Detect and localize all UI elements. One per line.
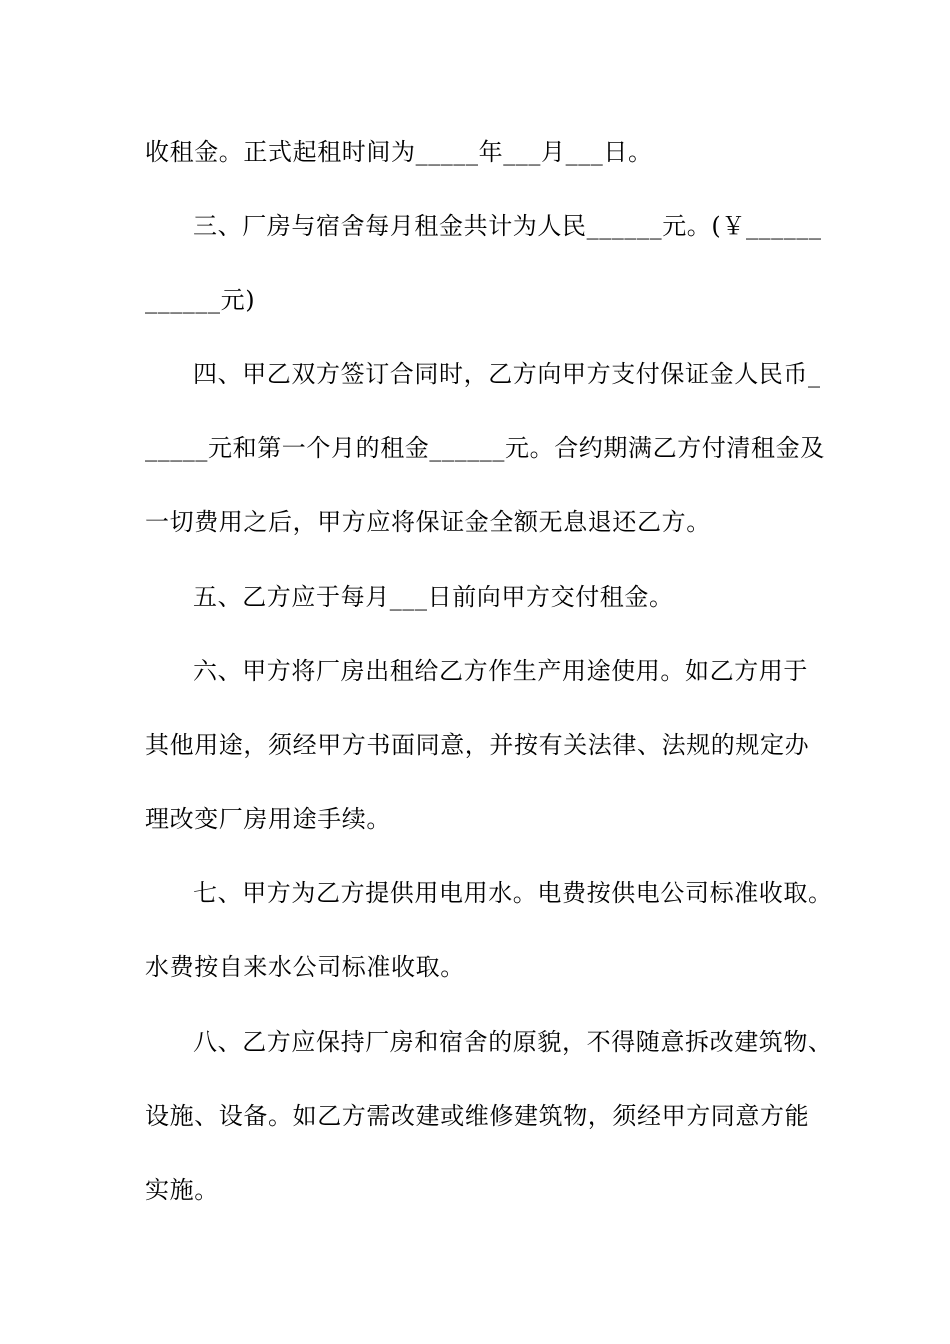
text-line: 理改变厂房用途手续。 [145,805,391,833]
text-line: 三、厂房与宿舍每月租金共计为人民______元。(￥______ [193,212,822,240]
text-line: 其他用途，须经甲方书面同意，并按有关法律、法规的规定办 [145,731,810,759]
text-line: ______元) [145,286,256,314]
text-line: 水费按自来水公司标准收取。 [145,953,465,981]
text-line: 一切费用之后，甲方应将保证金全额无息退还乙方。 [145,508,711,536]
text-line: 七、甲方为乙方提供用电用水。电费按供电公司标准收取。 [193,879,833,907]
text-line: 六、甲方将厂房出租给乙方作生产用途使用。如乙方用于 [193,657,808,685]
text-line: 实施。 [145,1176,219,1204]
text-line: 收租金。正式起租时间为_____年___月___日。 [145,138,653,166]
text-line: 设施、设备。如乙方需改建或维修建筑物，须经甲方同意方能 [145,1102,810,1130]
text-line: _____元和第一个月的租金______元。合约期满乙方付清租金及 [145,434,825,462]
text-line: 四、甲乙双方签订合同时，乙方向甲方支付保证金人民币_ [193,360,821,388]
text-line: 五、乙方应于每月___日前向甲方交付租金。 [193,583,674,611]
text-line: 八、乙方应保持厂房和宿舍的原貌，不得随意拆改建筑物、 [193,1028,833,1056]
